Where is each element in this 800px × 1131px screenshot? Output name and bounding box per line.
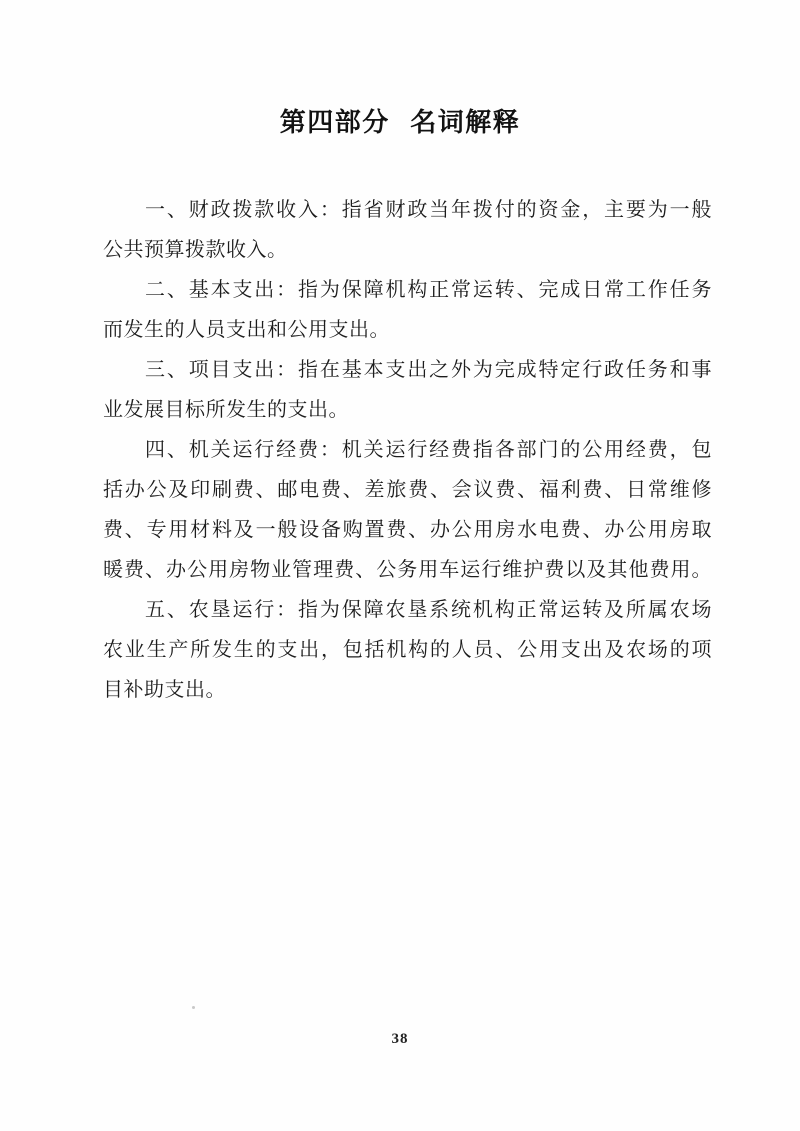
paragraph-line: 括办公及印刷费、邮电费、差旅费、会议费、福利费、日常维修 [103, 479, 712, 501]
paragraph-line: 二、基本支出：指为保障机构正常运转、完成日常工作任务 [145, 279, 712, 301]
paragraph-fiscal-appropriation-income [103, 190, 712, 270]
paragraph-line: 公共预算拨款收入。 [103, 239, 288, 261]
scan-artifact-dot [192, 1006, 195, 1009]
paragraph-project-expenditure [103, 350, 712, 430]
paragraph-line: 三、项目支出：指在基本支出之外为完成特定行政任务和事 [145, 359, 712, 381]
paragraph-line: 一、财政拨款收入：指省财政当年拨付的资金，主要为一般 [145, 199, 712, 221]
paragraph-agency-operating-funds [103, 430, 712, 590]
paragraph-basic-expenditure [103, 270, 712, 350]
section-title: 第四部分 名词解释 [279, 107, 521, 137]
paragraph-line: 费、专用材料及一般设备购置费、办公用房水电费、办公用房取 [103, 519, 712, 541]
document-body [103, 190, 712, 710]
paragraph-line: 五、农垦运行：指为保障农垦系统机构正常运转及所属农场 [145, 599, 712, 621]
paragraph-line: 目补助支出。 [103, 679, 226, 701]
paragraph-line: 四、机关运行经费：机关运行经费指各部门的公用经费，包 [145, 439, 712, 461]
paragraph-line: 农业生产所发生的支出，包括机构的人员、公用支出及农场的项 [103, 639, 712, 661]
paragraph-line: 业发展目标所发生的支出。 [103, 399, 349, 421]
paragraph-line: 而发生的人员支出和公用支出。 [103, 319, 390, 341]
paragraph-state-farm-operation [103, 590, 712, 710]
paragraph-line: 暖费、办公用房物业管理费、公务用车运行维护费以及其他费用。 [103, 559, 712, 581]
page-number: 38 [391, 1031, 409, 1047]
